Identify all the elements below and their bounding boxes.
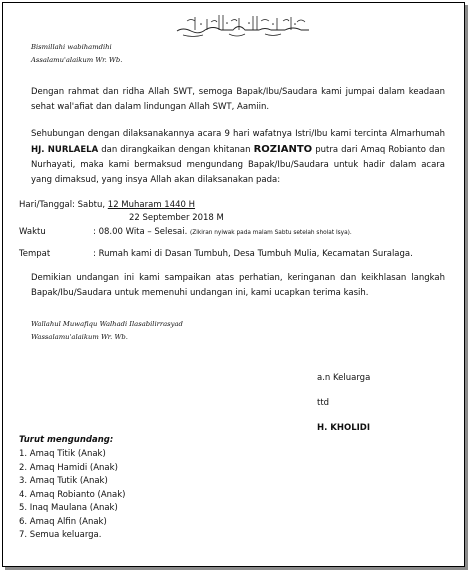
time-row (93, 226, 352, 239)
list-item: 3. Amaq Tutik (Anak) (19, 476, 108, 486)
closing-salam: Wassalamu'alaikum Wr. Wb. (31, 333, 128, 341)
sign-on-behalf: a.n Keluarga (317, 373, 371, 383)
paragraph-closing: Demikian undangan ini kami sampaikan atas perhatian, keringanan dan keikhlasan langkah Bapak/Ibu/Saudara untuk memenuhi undangan ini, kami ucapkan terima kasih. (31, 273, 445, 298)
list-item: 7. Semua keluarga. (19, 530, 102, 540)
list-item: 2. Amaq Hamidi (Anak) (19, 462, 118, 473)
time-note: (Zikiran nyiwak pada malam Sabtu setelah sholat Isya). (190, 230, 352, 236)
time-value: : 08.00 Wita – Selesai. (93, 227, 188, 237)
purpose-text-b: dan dirangkaikan dengan khitanan (98, 145, 254, 155)
purpose-text-c: putra dari Amaq Robianto dan Nurhayati, maka kami bermaksud mengundang Bapak/Ibu/Saudara untuk hadir dalam acara yang dimaksud, yang insya Allah akan dilaksanakan pada: (31, 145, 445, 185)
child-name: ROZIANTO (253, 144, 313, 155)
bismillah-calligraphy (173, 9, 313, 39)
list-item: 4. Amaq Robianto (Anak) (19, 489, 126, 500)
turut-title: Turut mengundang: (19, 435, 114, 445)
date-hijri: 12 Muharam 1440 H (107, 200, 196, 210)
turut-list (19, 448, 126, 543)
place-label: Tempat (19, 249, 51, 259)
date-masehi: 22 September 2018 M (129, 213, 224, 223)
purpose-text-a: Sehubungan dengan dilaksanakannya acara 9 hari wafatnya Istri/Ibu kami tercinta Almarhumah (31, 129, 445, 139)
place-value: : Rumah kami di Dasan Tumbuh, Desa Tumbuh Mulia, Kecamatan Suralaga. (93, 249, 413, 259)
date-row (19, 199, 195, 211)
paragraph-greeting: Dengan rahmat dan ridha Allah SWT, semoga Bapak/Ibu/Saudara kami jumpai dalam keadaan sehat wal'afiat dan dalam lindungan Allah SWT, Aamiin. (31, 87, 445, 112)
list-item: 5. Inaq Maulana (Anak) (19, 503, 118, 513)
opening-bismillahi: Bismillahi wabihamdihi (31, 43, 112, 51)
closing-wallahul: Wallahul Muwafiqu Walhadi Ilasabilirrasyad (31, 320, 183, 328)
list-item: 1. Amaq Titik (Anak) (19, 449, 106, 459)
time-label: Waktu (19, 227, 46, 237)
paragraph-purpose (31, 127, 445, 188)
deceased-name: HJ. NURLAELA (31, 145, 99, 155)
sign-ttd: ttd (317, 398, 330, 408)
invitation-page (2, 2, 465, 567)
sign-name: H. KHOLIDI (317, 423, 371, 433)
opening-salam: Assalamu'alaikum Wr. Wb. (31, 56, 123, 64)
list-item: 6. Amaq Alfin (Anak) (19, 516, 107, 527)
date-separator: : Sabtu, (72, 200, 108, 210)
date-label: Hari/Tanggal (19, 200, 73, 210)
